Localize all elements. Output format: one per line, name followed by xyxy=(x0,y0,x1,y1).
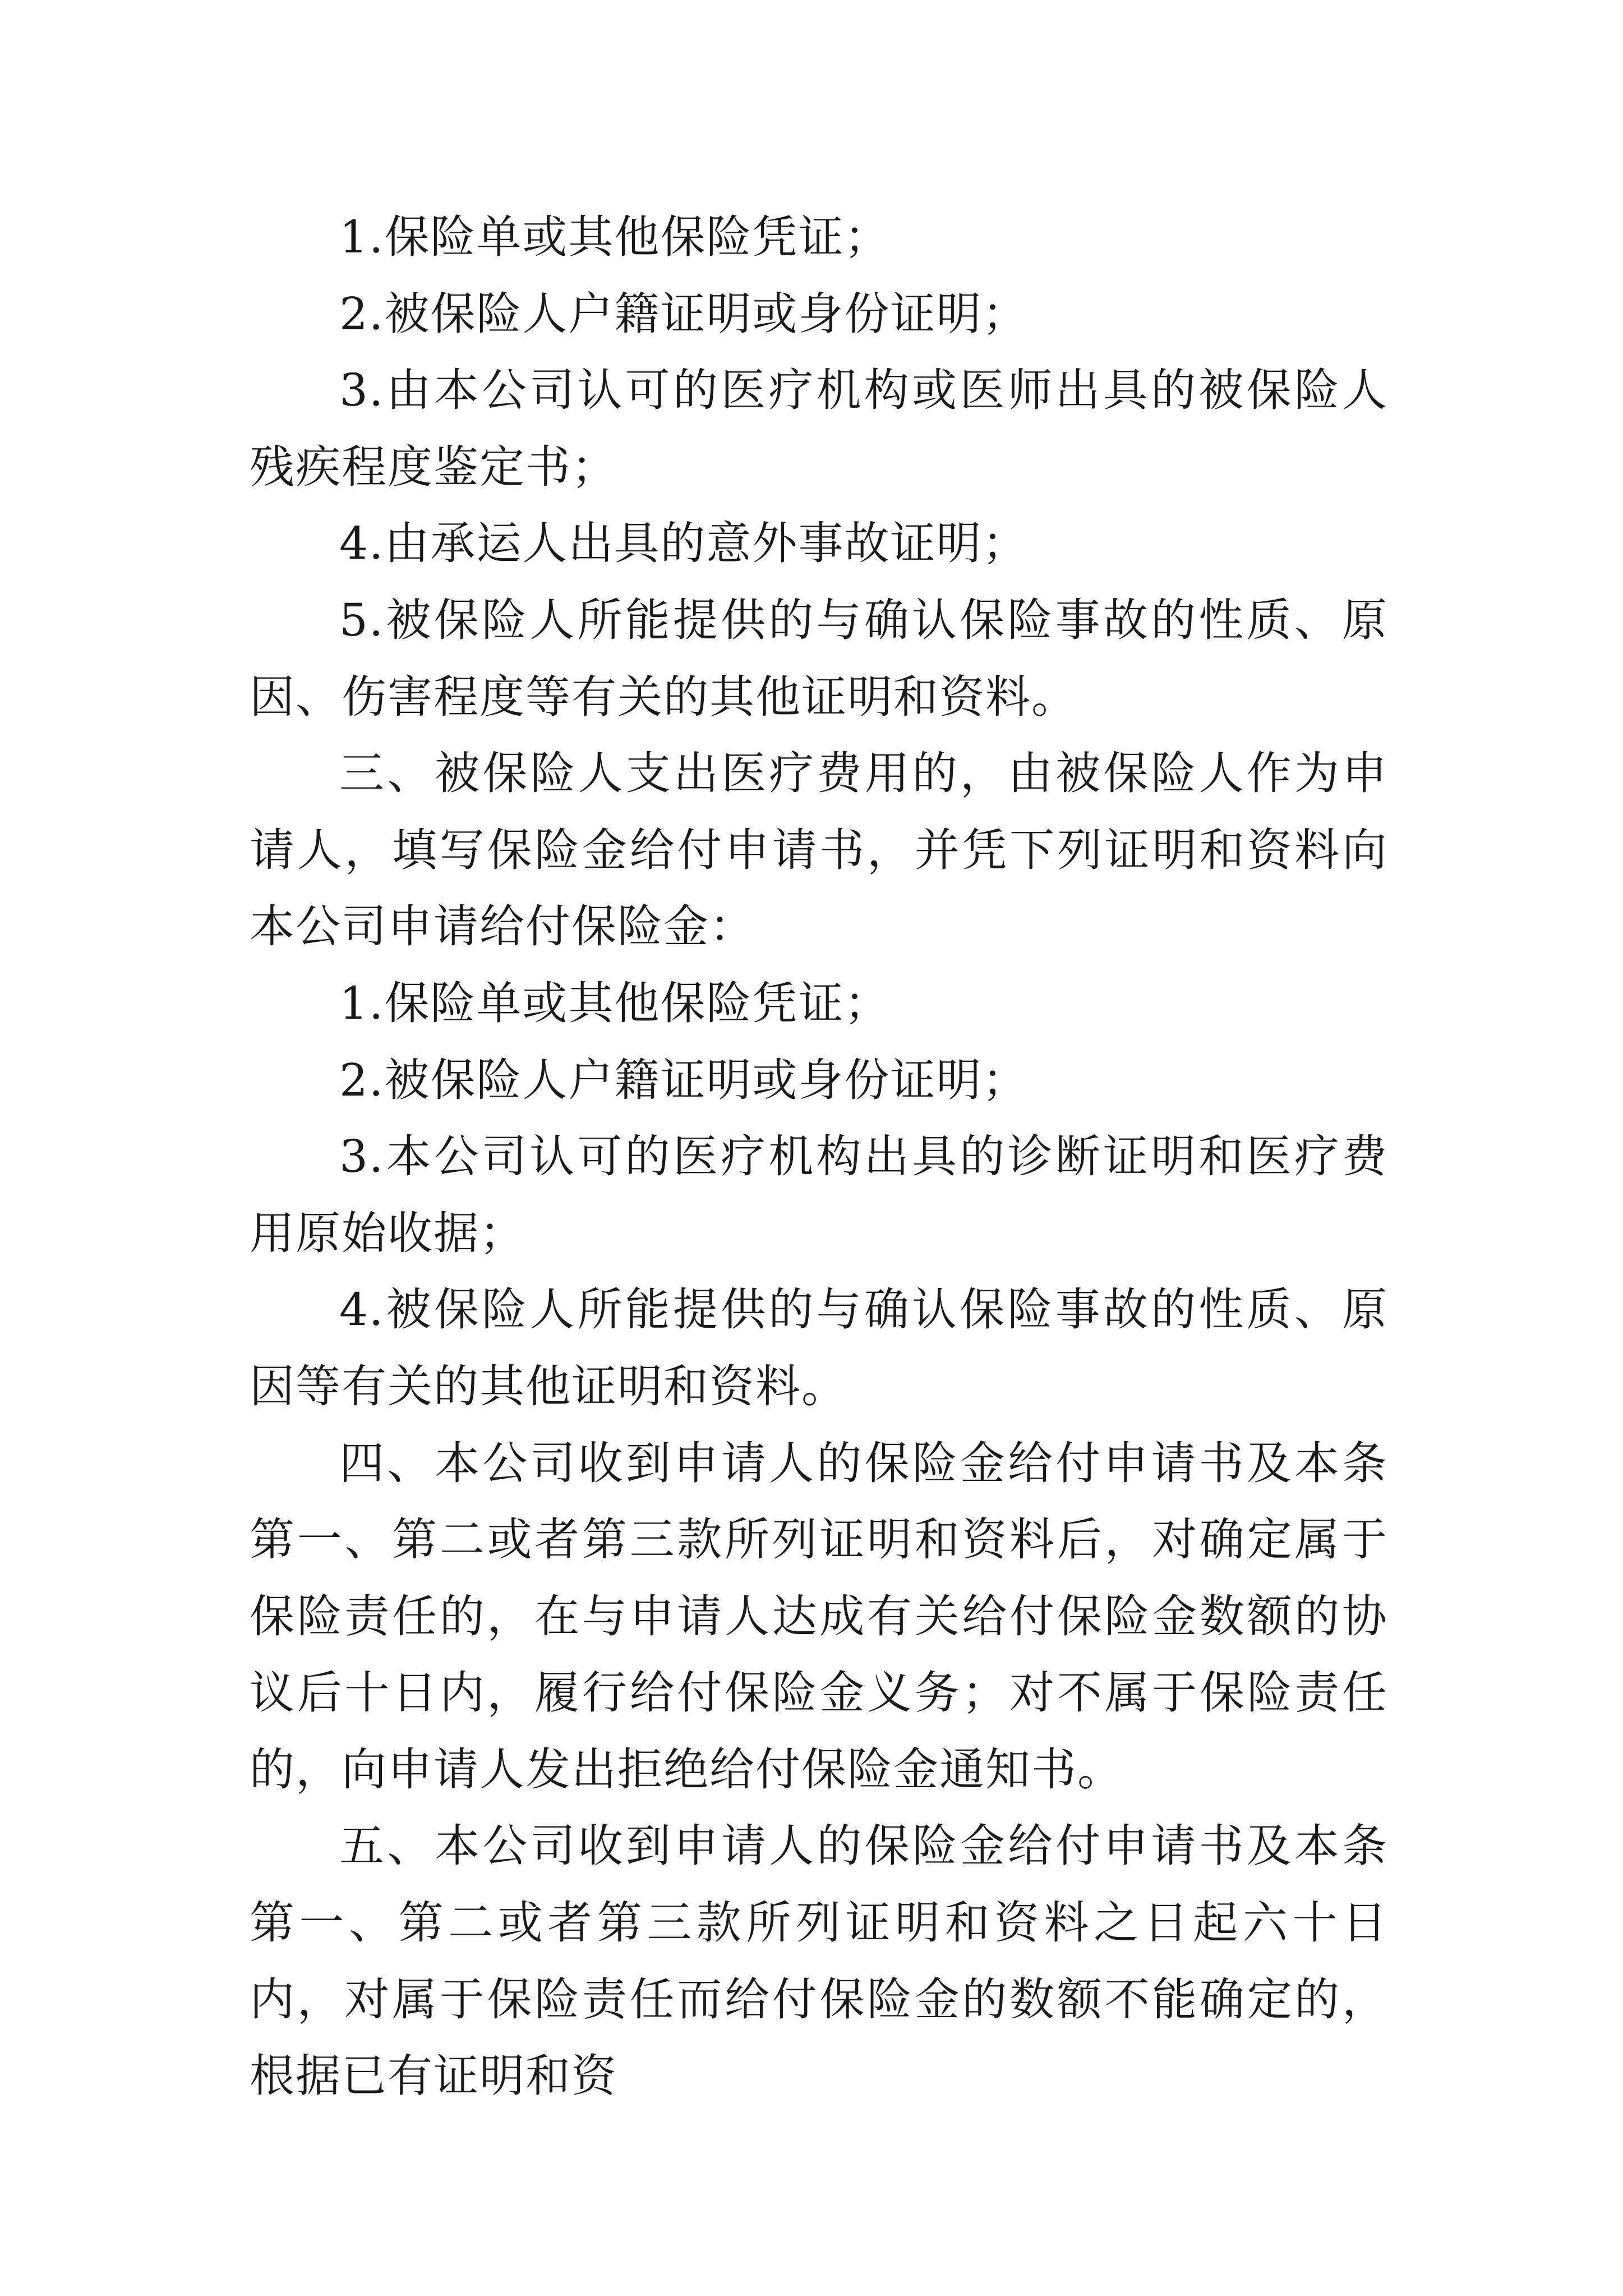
paragraph-section-four: 四、本公司收到申请人的保险金给付申请书及本条第一、第二或者第三款所列证明和资料后，对确定属于保险责任的，在与申请人达成有关给付保险金数额的协议后十日内，履行给付保险金义务；对不属于保险责任的，向申请人发出拒绝给付保险金通知书。 xyxy=(250,1437,1388,1796)
paragraph-section-five: 五、本公司收到申请人的保险金给付申请书及本条第一、第二或者第三款所列证明和资料之日起六十日内，对属于保险责任而给付保险金的数额不能确定的，根据已有证明和资 xyxy=(250,1820,1388,2102)
paragraph-item-5-other: 5.被保险人所能提供的与确认保险事故的性质、原因、伤害程度等有关的其他证明和资料。 xyxy=(250,593,1388,723)
paragraph-item-4-other-b: 4.被保险人所能提供的与确认保险事故的性质、原因等有关的其他证明和资料。 xyxy=(250,1283,1388,1412)
paragraph-item-1-policy: 1.保险单或其他保险凭证； xyxy=(339,211,891,263)
paragraph-item-4-carrier: 4.由承运人出具的意外事故证明； xyxy=(339,517,1029,570)
paragraph-item-3-disability: 3.由本公司认可的医疗机构或医师出具的被保险人残疾程度鉴定书； xyxy=(250,364,1388,493)
paragraph-item-1-policy-b: 1.保险单或其他保险凭证； xyxy=(339,977,891,1029)
paragraph-item-3-diagnosis: 3.本公司认可的医疗机构出具的诊断证明和医疗费用原始收据； xyxy=(250,1130,1388,1259)
paragraph-section-three: 三、被保险人支出医疗费用的，由被保险人作为申请人，填写保险金给付申请书，并凭下列证明和资料向本公司申请给付保险金： xyxy=(250,747,1388,953)
paragraph-item-2-id: 2.被保险人户籍证明或身份证明； xyxy=(339,287,1029,340)
paragraph-item-2-id-b: 2.被保险人户籍证明或身份证明； xyxy=(339,1053,1029,1106)
document-body xyxy=(250,199,1388,2115)
